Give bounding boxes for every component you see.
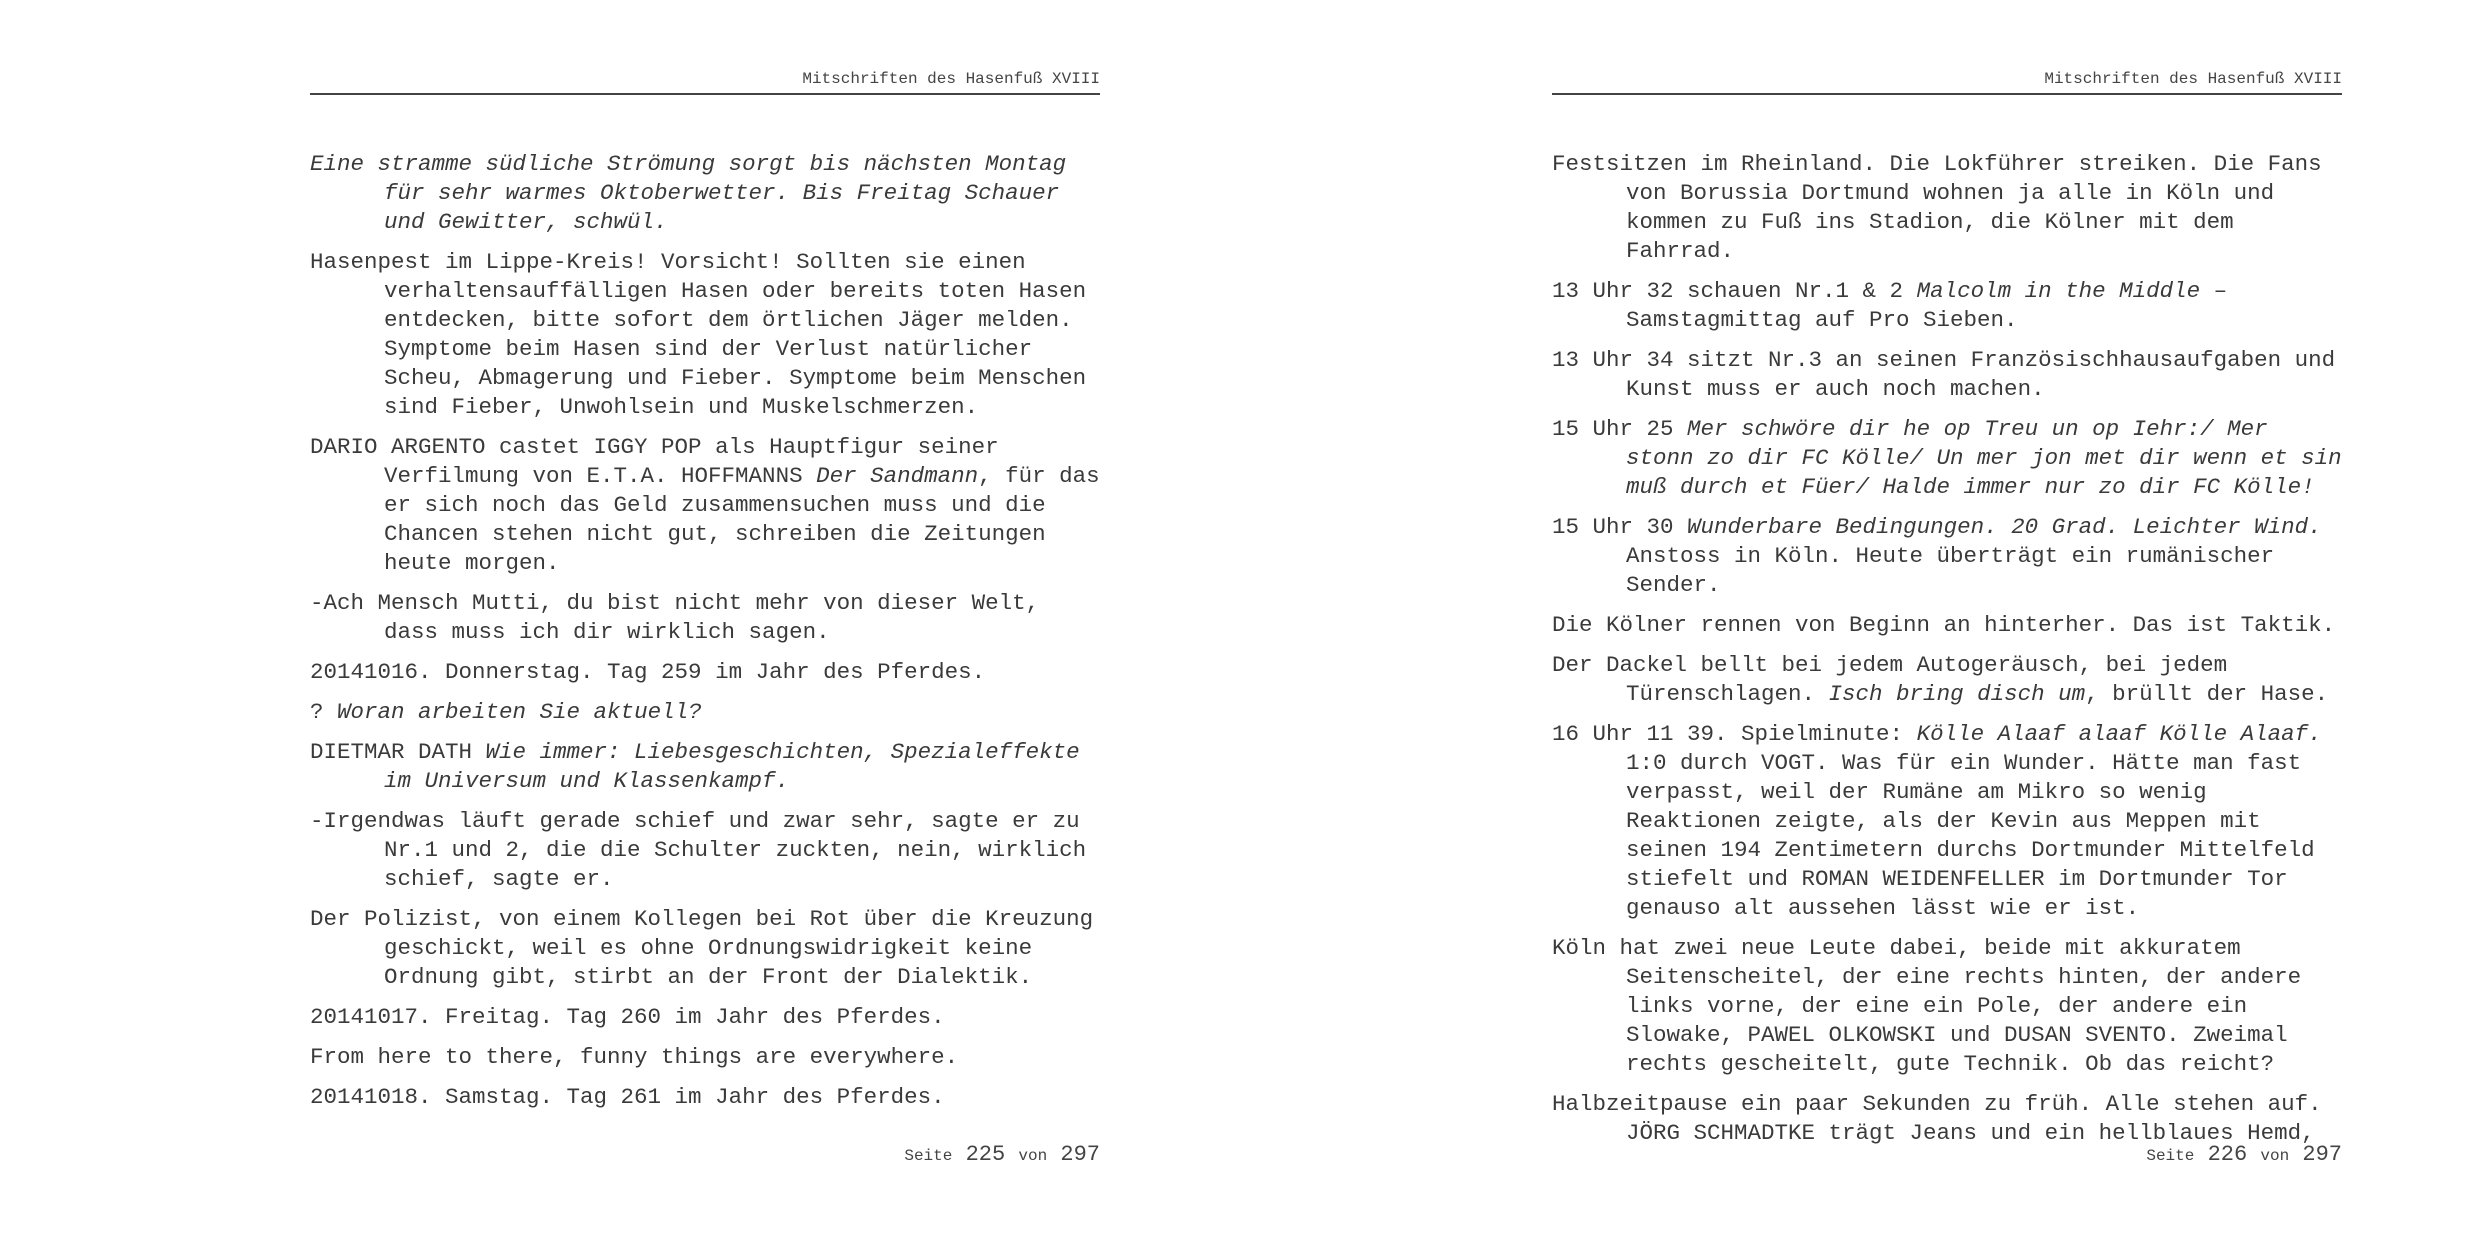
italic-run: Mer schwöre dir he op Treu un op Iehr:/ Mer stonn zo dir FC Kölle/ Un mer jon met dir wenn et sin muß durch et Füer/ Halde immer nur zo dir FC Kölle!: [1626, 416, 2342, 500]
paragraph: [310, 807, 1100, 894]
page-number: 226: [2207, 1142, 2248, 1167]
paragraph: [310, 1043, 1100, 1072]
footer-von-label: von: [1018, 1147, 1048, 1165]
italic-run: Wunderbare Bedingungen. 20 Grad. Leichter Wind.: [1687, 514, 2322, 540]
paragraph: [310, 738, 1100, 796]
footer-von-label: von: [2260, 1147, 2290, 1165]
text-run: – Samstagmittag auf Pro Sieben.: [1626, 278, 2228, 333]
paragraph: [310, 589, 1100, 647]
text-run: , für das er sich noch das Geld zusammensuchen muss und die Chancen stehen nicht gut, schreiben die Zeitungen heute morgen.: [384, 463, 1100, 576]
page-total: 297: [1060, 1142, 1100, 1167]
text-run: 1:0 durch VOGT. Was für ein Wunder. Hätte man fast verpasst, weil der Rumäne am Mikro so wenig Reaktionen zeigte, als der Kevin aus Meppen mit seinen 194 Zentimetern durchs Dortmunder Mittelfeld stiefelt und ROMAN WEIDENFELLER im Dortmunder Tor genauso alt aussehen lässt wie er ist.: [1626, 750, 2315, 921]
paragraph: [310, 433, 1100, 578]
paragraph: [1552, 934, 2342, 1079]
paragraph: [310, 905, 1100, 992]
paragraph: [1552, 651, 2342, 709]
paragraph: [1552, 1090, 2342, 1148]
text-run: 20141018. Samstag. Tag 261 im Jahr des Pferdes.: [310, 1084, 945, 1110]
italic-run: Wie immer: Liebesgeschichten, Spezialeffekte im Universum und Klassenkampf.: [384, 739, 1080, 794]
text-run: DARIO ARGENTO castet IGGY POP als Hauptfigur seiner Verfilmung von E.T.A. HOFFMANNS: [310, 434, 999, 489]
paragraph: [310, 698, 1100, 727]
page-body: [1552, 150, 2342, 1159]
page-number: 225: [965, 1142, 1006, 1167]
page-footer: [2146, 1142, 2342, 1167]
text-run: Festsitzen im Rheinland. Die Lokführer streiken. Die Fans von Borussia Dortmund wohnen ja alle in Köln und kommen zu Fuß ins Stadion, die Kölner mit dem Fahrrad.: [1552, 151, 2322, 264]
page-total: 297: [2302, 1142, 2342, 1167]
right-page: [1552, 0, 2342, 1240]
text-run: Köln hat zwei neue Leute dabei, beide mit akkuratem Seitenscheitel, der eine rechts hinten, der andere links vorne, der eine ein Pole, der andere ein Slowake, PAWEL OLKOWSKI und DUSAN SVENTO. Zweimal rechts gescheitelt, gute Technik. Ob das reicht?: [1552, 935, 2302, 1077]
paragraph: [1552, 277, 2342, 335]
paragraph: [1552, 720, 2342, 923]
text-run: ?: [310, 699, 338, 725]
text-run: -Irgendwas läuft gerade schief und zwar sehr, sagte er zu Nr.1 und 2, die die Schulter zuckten, nein, wirklich schief, sagte er.: [310, 808, 1087, 892]
text-run: 15 Uhr 30: [1552, 514, 1688, 540]
paragraph: [310, 150, 1100, 237]
running-header: Mitschriften des Hasenfuß XVIII: [1552, 70, 2342, 95]
paragraph: [1552, 150, 2342, 266]
text-run: 20141017. Freitag. Tag 260 im Jahr des Pferdes.: [310, 1004, 945, 1030]
text-run: Anstoss in Köln. Heute überträgt ein rumänischer Sender.: [1626, 543, 2275, 598]
text-run: From here to there, funny things are everywhere.: [310, 1044, 959, 1070]
text-run: Die Kölner rennen von Beginn an hinterher. Das ist Taktik.: [1552, 612, 2336, 638]
italic-run: Woran arbeiten Sie aktuell?: [337, 699, 702, 725]
running-header: Mitschriften des Hasenfuß XVIII: [310, 70, 1100, 95]
paragraph: [1552, 513, 2342, 600]
text-run: -Ach Mensch Mutti, du bist nicht mehr von dieser Welt, dass muss ich dir wirklich sagen.: [310, 590, 1040, 645]
italic-run: Eine stramme südliche Strömung sorgt bis nächsten Montag für sehr warmes Oktoberwetter. Bis Freitag Schauer und Gewitter, schwül.: [310, 151, 1067, 235]
text-run: DIETMAR DATH: [310, 739, 486, 765]
footer-seite-label: Seite: [2146, 1147, 2195, 1165]
footer-seite-label: Seite: [904, 1147, 953, 1165]
text-run: Der Dackel bellt bei jedem Autogeräusch, bei jedem Türenschlagen.: [1552, 652, 2228, 707]
text-run: Halbzeitpause ein paar Sekunden zu früh. Alle stehen auf. JÖRG SCHMADTKE trägt Jeans und ein hellblaues Hemd,: [1552, 1091, 2322, 1146]
paragraph: [1552, 415, 2342, 502]
text-run: 15 Uhr 25: [1552, 416, 1688, 442]
text-run: Der Polizist, von einem Kollegen bei Rot über die Kreuzung geschickt, weil es ohne Ordnungswidrigkeit keine Ordnung gibt, stirbt an der Front der Dialektik.: [310, 906, 1094, 990]
text-run: 16 Uhr 11 39. Spielminute:: [1552, 721, 1917, 747]
italic-run: Isch bring disch um: [1828, 681, 2086, 707]
paragraph: [310, 1083, 1100, 1112]
left-page: [310, 0, 1100, 1240]
italic-run: Der Sandmann: [816, 463, 979, 489]
text-run: 13 Uhr 34 sitzt Nr.3 an seinen Französischhausaufgaben und Kunst muss er auch noch machen.: [1552, 347, 2336, 402]
text-run: 13 Uhr 32 schauen Nr.1 & 2: [1552, 278, 1917, 304]
paragraph: [1552, 611, 2342, 640]
paragraph: [310, 1003, 1100, 1032]
text-run: Hasenpest im Lippe-Kreis! Vorsicht! Sollten sie einen verhaltensauffälligen Hasen oder bereits toten Hasen entdecken, bitte sofort dem örtlichen Jäger melden. Symptome beim Hasen sind der Verlust natürlicher Scheu, Abmagerung und Fieber. Symptome beim Menschen sind Fieber, Unwohlsein und Muskelschmerzen.: [310, 249, 1087, 420]
text-run: , brüllt der Hase.: [2085, 681, 2329, 707]
paragraph: [310, 658, 1100, 687]
text-run: 20141016. Donnerstag. Tag 259 im Jahr des Pferdes.: [310, 659, 986, 685]
paragraph: [1552, 346, 2342, 404]
italic-run: Kölle Alaaf alaaf Kölle Alaaf.: [1916, 721, 2322, 747]
paragraph: [310, 248, 1100, 422]
page-footer: [904, 1142, 1100, 1167]
page-body: [310, 150, 1100, 1123]
italic-run: Malcolm in the Middle: [1916, 278, 2201, 304]
